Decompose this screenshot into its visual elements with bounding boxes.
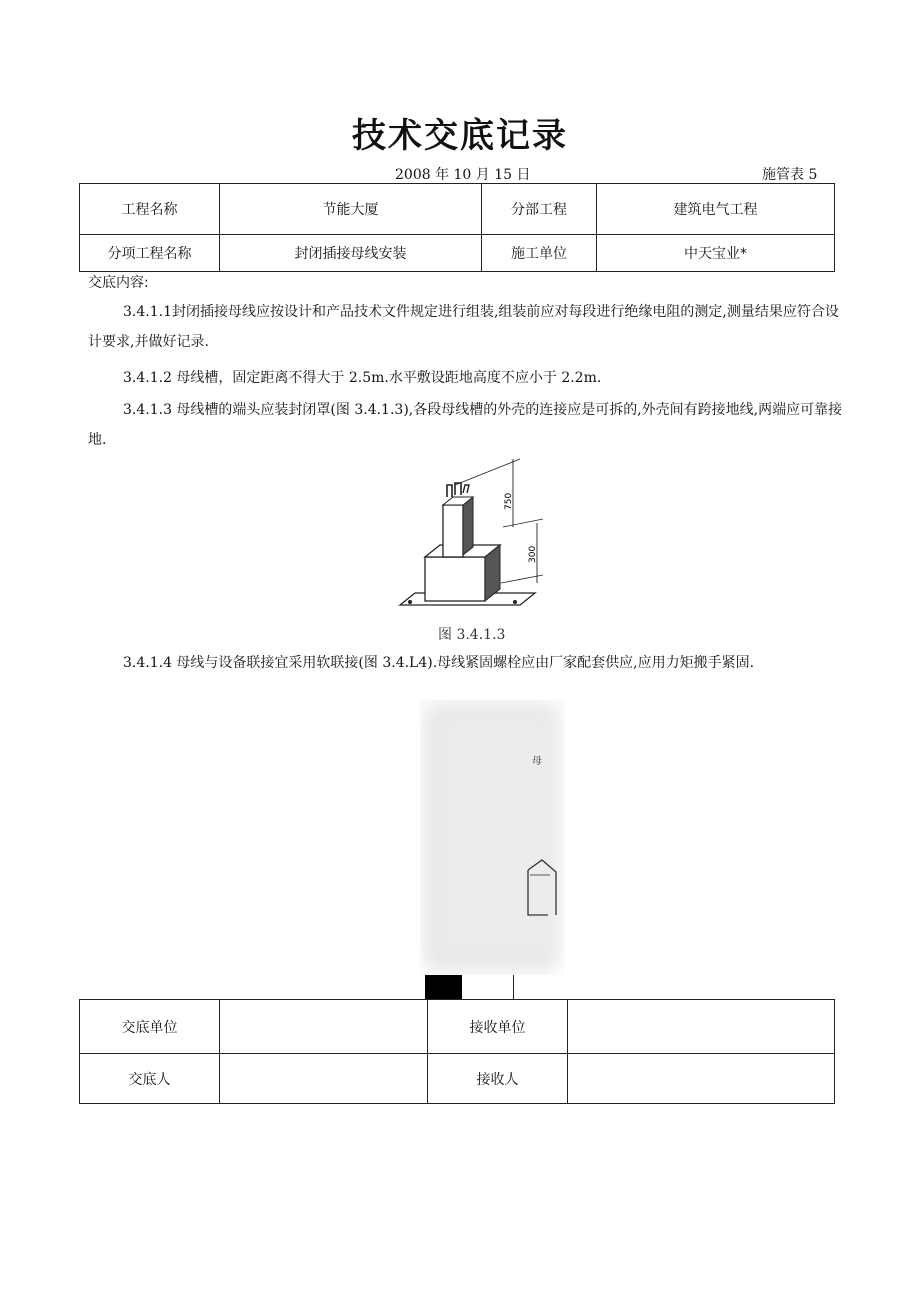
form-number: 施管表 5	[762, 167, 818, 183]
black-block	[425, 975, 462, 1000]
paragraph-3-4-1-4: 3.4.1.4 母线与设备联接宜采用软联接(图 3.4.L4).母线紧固螺栓应由厂家配套供应,应用力矩搬手紧固.	[123, 655, 755, 671]
receiver-unit-value	[568, 1000, 835, 1054]
issuer-value	[220, 1054, 428, 1104]
document-date: 2008 年 10 月 15 日	[395, 167, 531, 183]
busway-end-cover-figure	[395, 455, 545, 625]
subitem-label: 分项工程名称	[80, 235, 220, 272]
divider-line	[513, 975, 514, 1000]
paragraph-3-4-1-1: 3.4.1.1封闭插接母线应按设计和产品技术文件规定进行组装,组装前应对每段进行绝缘电阻的测定,测量结果应符合设计要求,并做好记录.	[88, 304, 839, 350]
receiver-value	[568, 1054, 835, 1104]
soft-connection-figure	[420, 700, 565, 975]
contractor-label: 施工单位	[482, 235, 597, 272]
division-value: 建筑电气工程	[597, 184, 835, 235]
signoff-table	[79, 999, 835, 1104]
figure-caption: 图 3.4.1.3	[438, 627, 506, 643]
project-info-table	[79, 183, 835, 272]
document-title: 技术交底记录	[352, 116, 568, 156]
issuer-label: 交底人	[80, 1054, 220, 1104]
dimension-300-label: 300	[528, 545, 538, 563]
receiver-unit-label: 接收单位	[428, 1000, 568, 1054]
subitem-value: 封闭插接母线安装	[220, 235, 482, 272]
paragraph-3-4-1-3: 3.4.1.3 母线槽的端头应装封闭罩(图 3.4.1.3),各段母线槽的外壳的连接应是可拆的,外壳间有跨接地线,两端应可靠接地.	[88, 402, 843, 448]
contents-label: 交底内容:	[88, 275, 149, 291]
figure2-label: 母	[532, 756, 542, 767]
division-label: 分部工程	[482, 184, 597, 235]
paragraph-3-4-1-2: 3.4.1.2 母线槽，固定距离不得大于 2.5m.水平敷设距地高度不应小于 2.2m.	[123, 370, 602, 386]
issuer-unit-label: 交底单位	[80, 1000, 220, 1054]
issuer-unit-value	[220, 1000, 428, 1054]
receiver-label: 接收人	[428, 1054, 568, 1104]
contractor-value: 中天宝业*	[597, 235, 835, 272]
project-name-label: 工程名称	[80, 184, 220, 235]
project-name-value: 节能大厦	[220, 184, 482, 235]
dimension-750-label: 750	[504, 492, 514, 510]
